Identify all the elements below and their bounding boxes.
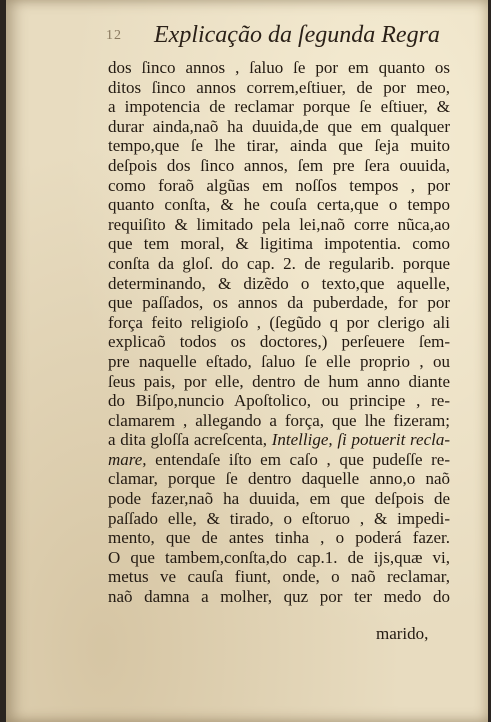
text-line: do Biſpo,nuncio Apoſtolico, ou principe , re-	[108, 391, 450, 411]
text-line: metus ve cauſa fiunt, onde, o naõ reclamar,	[108, 567, 450, 587]
text-line: clamar, porque ſe dentro daquelle anno,o naõ	[108, 469, 450, 489]
text-line: força feito religioſo , (ſegũdo q por clerigo ali	[108, 312, 450, 332]
text-line: tempo,que ſe lhe tirar, ainda que ſeja muito	[108, 136, 450, 156]
text-line: pre naquelle eſtado, ſaluo ſe elle proprio , ou	[108, 351, 450, 371]
text-line: determinando, & dizẽdo o texto,que aquelle,	[108, 273, 450, 293]
text-line: durar ainda,naõ ha duuida,de que em qualquer	[108, 116, 450, 136]
text-line: a impotencia de reclamar porque ſe eſtiuer, &	[108, 97, 450, 117]
text-line: naõ damna a molher, quz por ter medo do	[108, 587, 450, 607]
roman-segment: entendaſe iſto em caſo , que pudeſſe re-	[155, 449, 450, 469]
text-line: ſeus pais, por elle, dentro de hum anno diante	[108, 371, 450, 391]
text-line: dos ſinco annos , ſaluo ſe por em quanto os	[108, 58, 450, 77]
text-line: O que tambem,conſta,do cap.1. de ijs,quæ vi,	[108, 547, 450, 567]
text-line	[108, 430, 450, 450]
text-line: ditos ſinco annos correm,eſtiuer, de por meo,	[108, 77, 450, 97]
italic-segment: Intellige, ſi potuerit recla-	[271, 430, 450, 450]
text-line: quanto conſta, & he couſa certa,que o tempo	[108, 195, 450, 215]
text-line: como foraõ algũas em noſſos tempos , por	[108, 175, 450, 195]
italic-segment: mare,	[108, 449, 147, 469]
text-line: paſſado elle, & tirado, o eſtoruo , & impedi-	[108, 508, 450, 528]
running-head: Explicação da ſegunda Regra	[154, 22, 440, 48]
body-text	[108, 58, 450, 607]
text-line: que paſſados, os annos da puberdade, for por	[108, 293, 450, 313]
text-line: mento, que de antes tinha , o poderá fazer.	[108, 528, 450, 548]
text-line: requiſito & limitado pela lei,naõ corre nũca,ao	[108, 214, 450, 234]
book-page	[6, 0, 488, 722]
text-line: pode fazer,naõ ha duuida, em que deſpois de	[108, 489, 450, 509]
text-line: conſta da gloſ. do cap. 2. de regularib. porque	[108, 253, 450, 273]
text-line: clamarem , allegando a força, que lhe fizeram;	[108, 410, 450, 430]
text-line: que tem moral, & ligitima impotentia. como	[108, 234, 450, 254]
roman-segment: a dita gloſſa acreſcenta,	[108, 430, 268, 450]
text-line	[108, 450, 450, 470]
text-line: deſpois dos ſinco annos, ſem pre ſera ouuida,	[108, 155, 450, 175]
page-number: 12	[106, 28, 122, 43]
text-line: explicaõ todos os doctores,) perſeuere ſem-	[108, 332, 450, 352]
last-line-text: marido,	[376, 624, 429, 643]
